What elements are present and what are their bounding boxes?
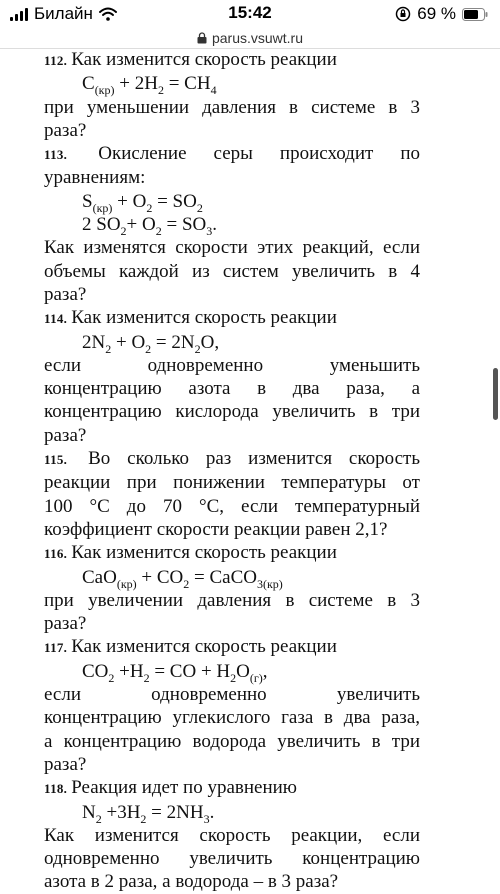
problem-116-equation: $CaO_{(кр)} + CO_2$ = CaCO$_{3(кр)}$ [82,566,283,591]
problem-117-line: концентрацию углекислого газа в два раза, [44,707,420,729]
problem-113-question: 113. Окисление серы происходит по [44,143,421,165]
problem-115-line: реакции при понижении температуры от [44,472,420,494]
problem-115-line: 100 °С до 70 °С, если температурный [44,495,420,517]
problem-117-line: если одновременно увеличить [44,684,420,706]
status-right [395,4,488,24]
problem-116-line: раза? [44,613,87,635]
problem-113-line: объемы каждой из систем увеличить в 4 [44,260,420,282]
problem-112-line: при уменьшении давления в системе в 3 [44,96,420,118]
carrier-name: Билайн [34,4,93,23]
problem-number: 118. [44,781,68,797]
problem-117-line: а концентрацию водорода увеличить в три [44,730,420,752]
problem-number: 112. [44,53,68,68]
problem-114-line: раза? [44,424,87,446]
problem-118-line: Как изменится скорость реакции, если [44,824,420,846]
problem-112-line: раза? [44,119,87,141]
problem-118-line: одновременно увеличить концентрацию [44,848,420,870]
scrollbar-thumb[interactable] [493,368,498,420]
problem-number: 114. [44,311,68,327]
problem-112-question: 112. Как изменится скорость реакции [44,49,337,70]
problem-114-line: концентрацию азота в два раза, а [44,378,420,400]
problem-113-equation-1: $S_{(кр)} + O_2 = SO_2$ [82,190,203,215]
problem-114-question: 114. Как изменится скорость реакции [44,307,337,329]
problem-113-equation-2: 2 $SO_2+ O_2 = SO_3$. [82,214,217,238]
problem-114-equation: $2N_2 + O_2 = 2N_2O$, [82,331,220,356]
problem-113-line: раза? [44,283,87,305]
problem-115-line: коэффициент скорости реакции равен 2,1? [44,518,388,540]
problem-115-question: 115. Во сколько раз изменится скорость [44,448,421,470]
problem-112-equation: $C_{(кр)} + 2H_2 = CH_4$ [82,73,217,98]
problem-118-equation: $N_2 +3H_2 = 2NH_3$. [82,801,215,826]
problem-number: 115. [44,452,68,468]
problem-118-line: азота в 2 раза, а водорода – в 3 раза? [44,871,339,893]
problem-117-question: 117. Как изменится скорость реакции [44,636,337,658]
problem-number: 113. [44,147,68,163]
problem-114-line: если одновременно уменьшить [44,354,420,376]
battery-percent: 69 % [417,4,456,23]
problem-117-line: раза? [44,753,87,775]
rotation-lock-icon [395,6,411,22]
problem-117-equation: $CO_2 +H_2$ = CO + $H_2O_{(г)}$, [82,660,268,685]
url-text: parus.vsuwt.ru [211,30,304,46]
battery-icon [462,8,488,21]
address-bar[interactable] [0,28,500,49]
problem-number: 116. [44,546,68,562]
problem-116-line: при увеличении давления в системе в 3 [44,589,420,611]
problem-113-line: уравнениям: [44,167,146,189]
problem-116-question: 116. Как изменится скорость реакции [44,542,337,564]
status-bar [0,0,500,28]
document-content [44,48,420,894]
lock-icon [197,32,207,44]
problem-114-line: концентрацию кислорода увеличить в три [44,401,420,423]
problem-number: 117. [44,640,68,656]
status-time: 15:42 [228,3,272,22]
problem-113-line: Как изменятся скорости этих реакций, если [44,237,420,259]
problem-118-question: 118. Реакция идет по уравнению [44,777,297,799]
